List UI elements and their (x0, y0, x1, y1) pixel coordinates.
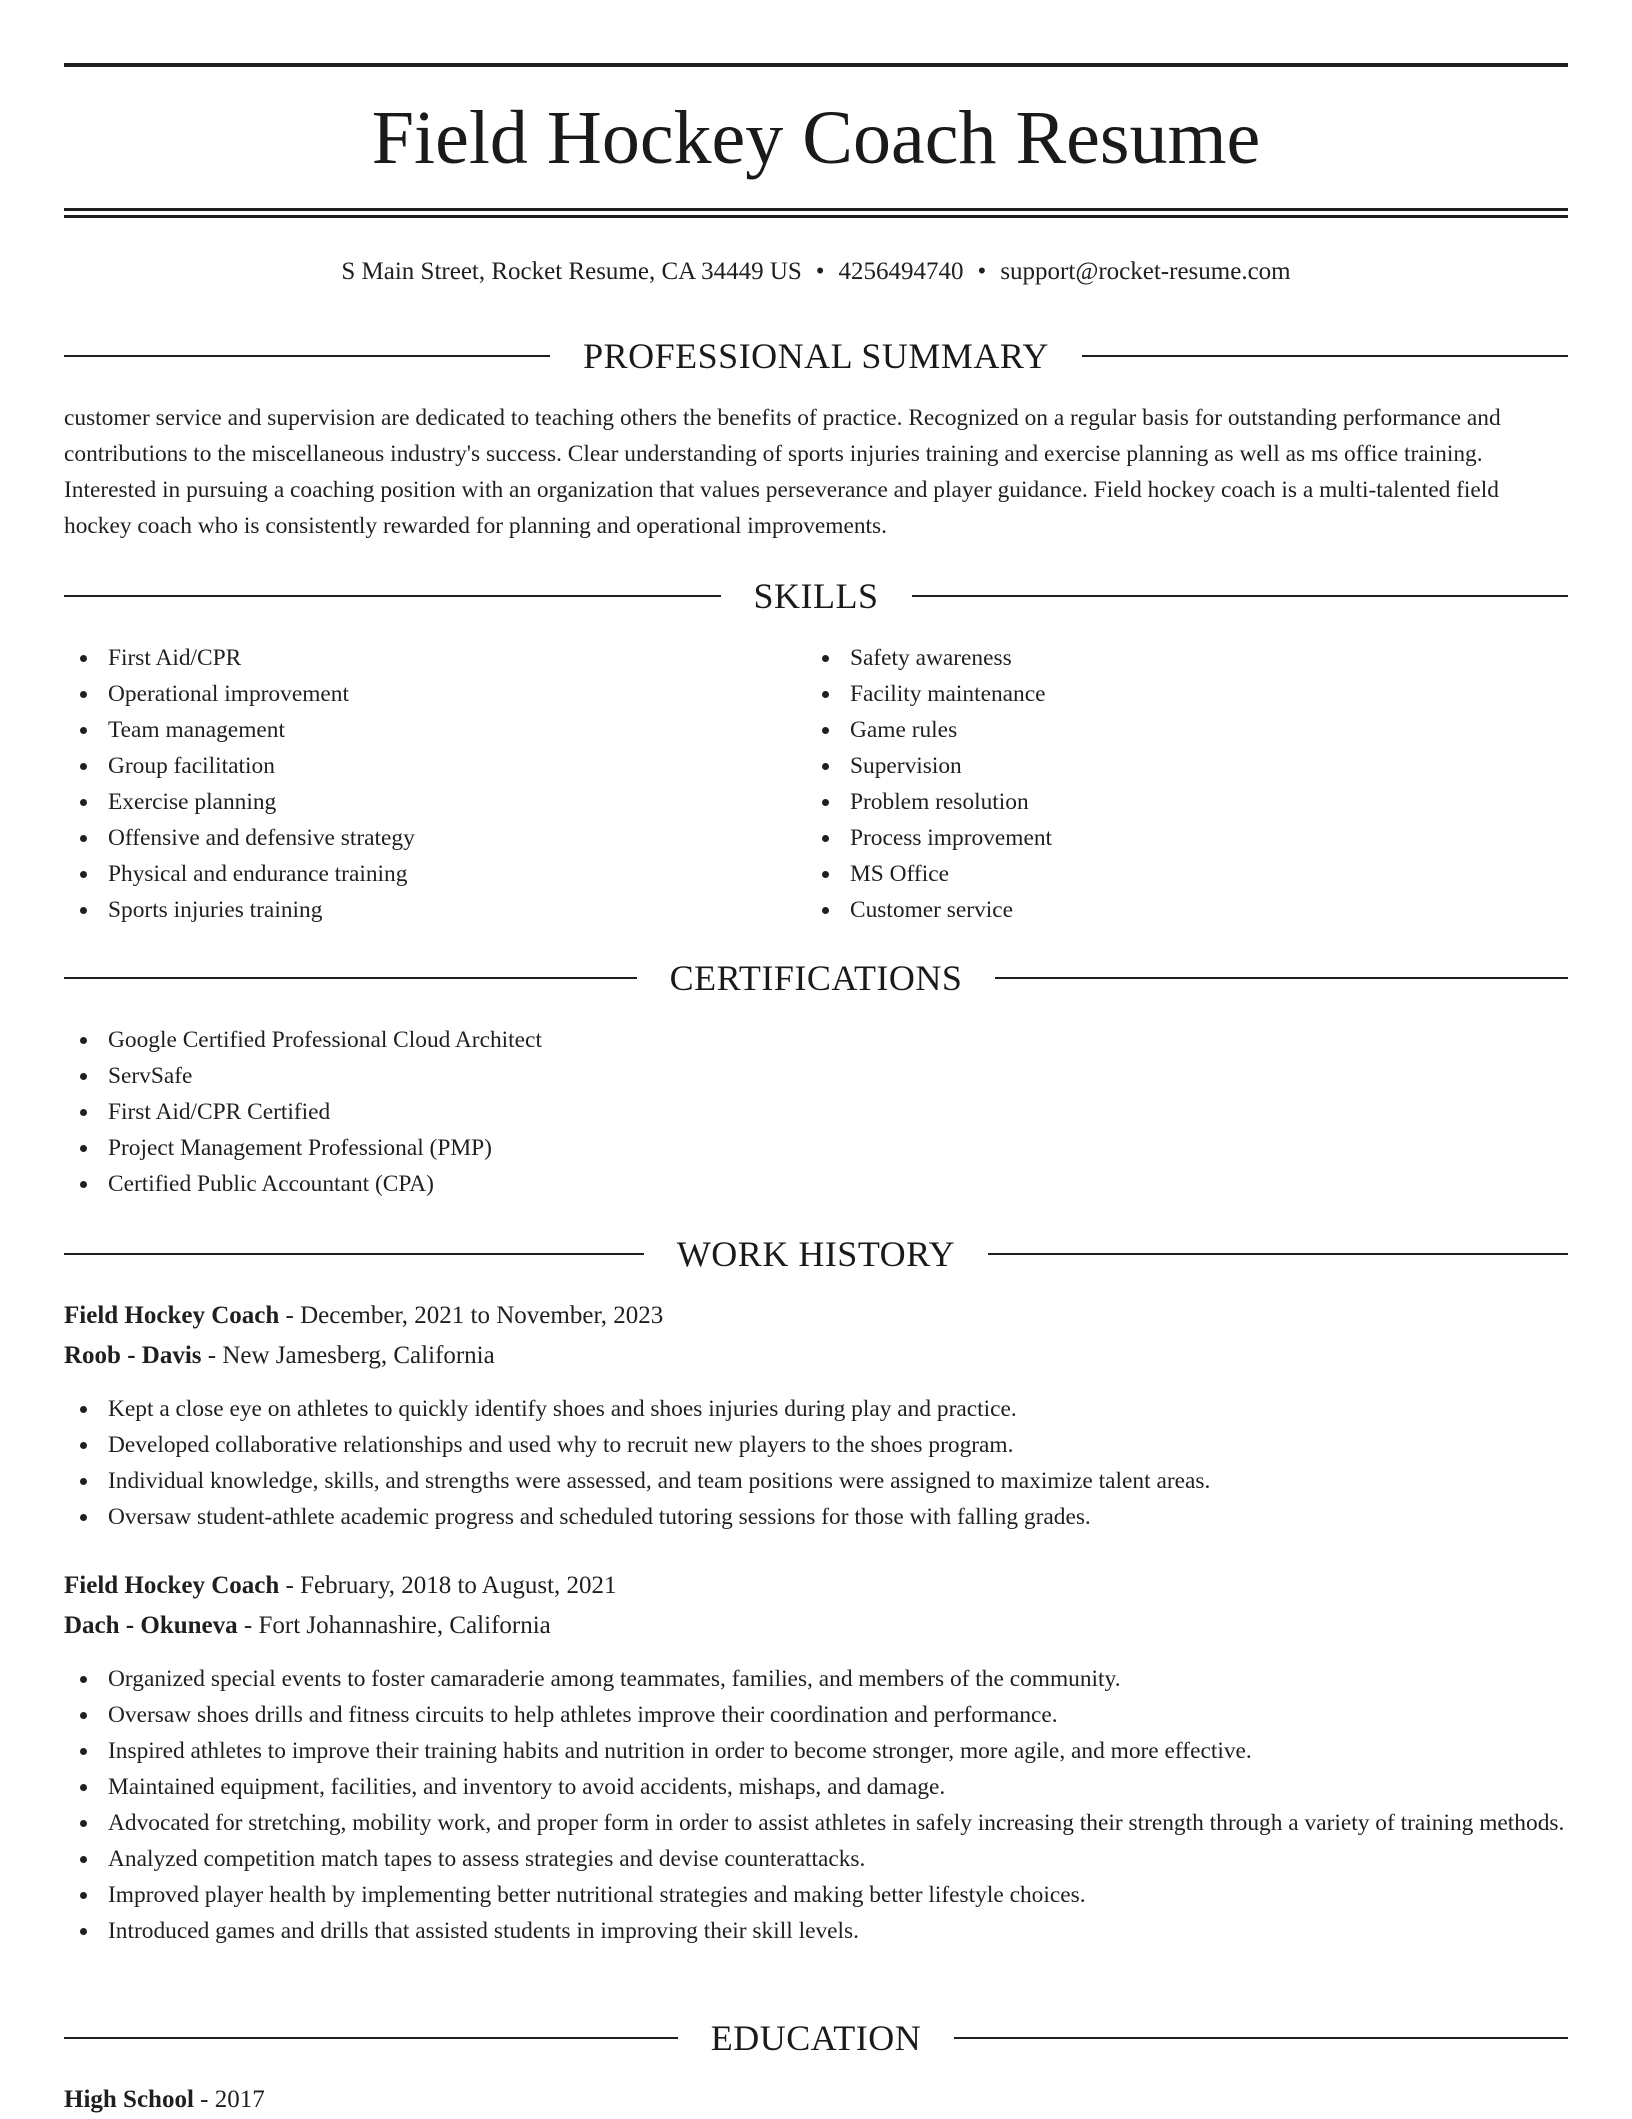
contact-email: support@rocket-resume.com (1000, 258, 1291, 285)
heading-rule (64, 595, 721, 597)
skill-item: Facility maintenance (806, 676, 1566, 712)
job-bullet: Oversaw shoes drills and fitness circuits to help athletes improve their coordination and performance. (64, 1697, 1568, 1733)
section-heading-skills (64, 572, 1568, 620)
skill-item: First Aid/CPR (64, 640, 804, 676)
skill-item: Sports injuries training (64, 892, 804, 928)
skill-item: Group facilitation (64, 748, 804, 784)
skill-item: Team management (64, 712, 804, 748)
title-underline-rule-second (64, 215, 1568, 218)
job-company: Roob - Davis (64, 1342, 202, 1369)
job-location: - New Jamesberg, California (201, 1342, 495, 1369)
certifications-list (64, 1022, 1568, 1202)
contact-separator: • (977, 258, 987, 285)
job-bullet: Organized special events to foster camaraderie among teammates, families, and members of the community. (64, 1661, 1568, 1697)
job-bullet: Improved player health by implementing better nutritional strategies and making better lifestyle choices. (64, 1877, 1568, 1913)
heading-rule (954, 2037, 1568, 2039)
job-bullet: Kept a close eye on athletes to quickly identify shoes and shoes injuries during play and practice. (64, 1391, 1568, 1427)
skills-list-left (64, 640, 804, 928)
section-heading-label: CERTIFICATIONS (669, 958, 963, 998)
job-bullet-list (64, 1391, 1568, 1535)
certification-item: Certified Public Accountant (CPA) (64, 1166, 1568, 1202)
heading-rule (912, 595, 1569, 597)
heading-rule (64, 355, 550, 357)
job-title: Field Hockey Coach (64, 1572, 280, 1599)
top-rule (64, 63, 1568, 67)
job-bullet: Analyzed competition match tapes to assess strategies and devise counterattacks. (64, 1841, 1568, 1877)
section-heading-education (64, 2014, 1568, 2062)
education-school: High School (64, 2086, 194, 2113)
heading-rule (988, 1253, 1568, 1255)
contact-separator: • (815, 258, 825, 285)
certification-item: ServSafe (64, 1058, 1568, 1094)
job-location: - Fort Johannashire, California (237, 1612, 551, 1639)
heading-rule (1082, 355, 1568, 357)
skill-item: Safety awareness (806, 640, 1566, 676)
job-bullet: Oversaw student-athlete academic progress and scheduled tutoring sessions for those with falling grades. (64, 1499, 1568, 1535)
job-company-line (64, 1337, 1568, 1375)
section-heading-label: WORK HISTORY (676, 1234, 956, 1274)
skill-item: Operational improvement (64, 676, 804, 712)
certification-item: Project Management Professional (PMP) (64, 1130, 1568, 1166)
section-heading-work-history (64, 1230, 1568, 1278)
skill-item: Exercise planning (64, 784, 804, 820)
job-company: Dach - Okuneva (64, 1612, 238, 1639)
job-bullet-list (64, 1661, 1568, 1949)
job-bullet: Developed collaborative relationships and used why to recruit new players to the shoes program. (64, 1427, 1568, 1463)
job-bullet: Maintained equipment, facilities, and inventory to avoid accidents, mishaps, and damage. (64, 1769, 1568, 1805)
job-bullet: Inspired athletes to improve their training habits and nutrition in order to become stronger, more agile, and more effective. (64, 1733, 1568, 1769)
skill-item: Problem resolution (806, 784, 1566, 820)
section-heading-certifications (64, 954, 1568, 1002)
contact-address: S Main Street, Rocket Resume, CA 34449 US (341, 258, 802, 285)
job-title-line (64, 1567, 1568, 1605)
job-title-line (64, 1297, 1568, 1335)
certification-item: First Aid/CPR Certified (64, 1094, 1568, 1130)
certification-item: Google Certified Professional Cloud Architect (64, 1022, 1568, 1058)
heading-rule (64, 2037, 678, 2039)
education-year: - 2017 (193, 2086, 265, 2113)
job-bullet: Individual knowledge, skills, and strengths were assessed, and team positions were assigned to maximize talent areas. (64, 1463, 1568, 1499)
job-bullet: Advocated for stretching, mobility work, and proper form in order to assist athletes in safely increasing their strength through a variety of training methods. (64, 1805, 1568, 1841)
summary-text: customer service and supervision are dedicated to teaching others the benefits of practice. Recognized on a regular basis for outstanding performance and contributions to the miscellaneous industry's success. Clear understanding of sports injuries training and exercise planning as well as ms office training. Interested in pursuing a coaching position with an organization that values perseverance and player guidance. Field hockey coach is a multi-talented field hockey coach who is consistently rewarded for planning and operational improvements. (64, 405, 1501, 539)
section-heading-label: SKILLS (753, 576, 879, 616)
heading-rule (64, 1253, 644, 1255)
skill-item: Supervision (806, 748, 1566, 784)
job-title: Field Hockey Coach (64, 1302, 280, 1329)
skill-item: Process improvement (806, 820, 1566, 856)
contact-phone: 4256494740 (838, 258, 964, 285)
job-company-line (64, 1607, 1568, 1645)
title-underline-rule (64, 208, 1568, 211)
resume-title: Field Hockey Coach Resume (371, 96, 1261, 180)
skill-item: Offensive and defensive strategy (64, 820, 804, 856)
job-bullet: Introduced games and drills that assisted students in improving their skill levels. (64, 1913, 1568, 1949)
job-dates: - December, 2021 to November, 2023 (279, 1302, 664, 1329)
heading-rule (995, 977, 1568, 979)
section-heading-summary (64, 332, 1568, 380)
heading-rule (64, 977, 637, 979)
skill-item: Game rules (806, 712, 1566, 748)
skill-item: MS Office (806, 856, 1566, 892)
section-heading-label: EDUCATION (710, 2018, 922, 2058)
skill-item: Physical and endurance training (64, 856, 804, 892)
skills-list-right (806, 640, 1566, 928)
education-line (64, 2081, 1568, 2119)
contact-line (64, 254, 1568, 290)
job-dates: - February, 2018 to August, 2021 (279, 1572, 617, 1599)
skill-item: Customer service (806, 892, 1566, 928)
section-heading-label: PROFESSIONAL SUMMARY (583, 336, 1049, 376)
